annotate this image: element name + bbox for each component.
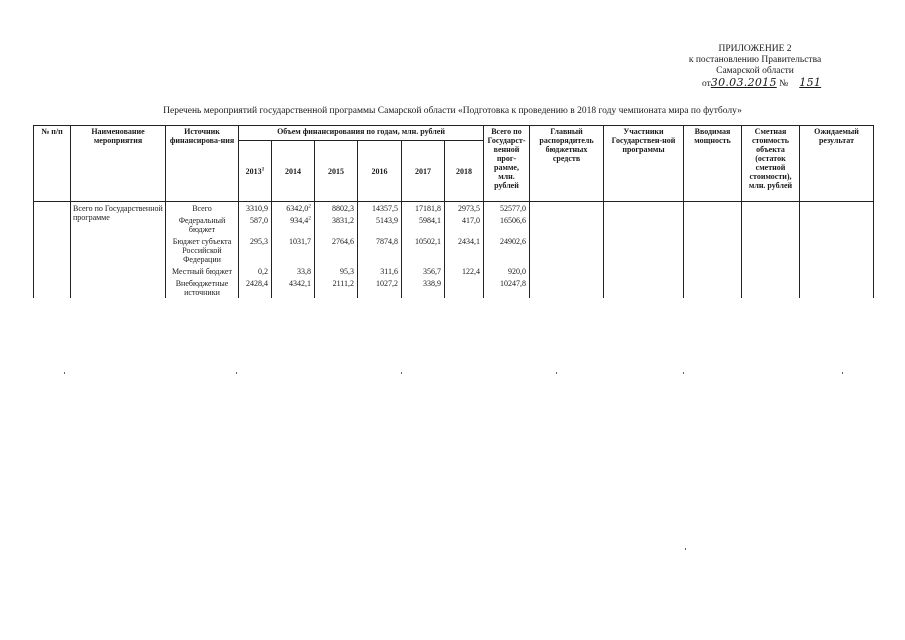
scan-speck	[401, 372, 402, 374]
cell-2018: 417,0	[445, 214, 484, 235]
cell-2013: 0,2	[239, 265, 272, 277]
cell-total: 920,0	[484, 265, 530, 277]
cell-source: Федеральный бюджет	[166, 214, 239, 235]
cell-2016: 1027,2	[358, 277, 402, 298]
cell-result	[800, 277, 874, 298]
cell-num	[34, 214, 71, 235]
cell-num	[34, 202, 71, 215]
year-2016: 2016	[358, 141, 402, 202]
cell-num	[34, 265, 71, 277]
appendix-block	[630, 44, 880, 90]
cell-2017: 10502,1	[402, 235, 445, 265]
handwritten-number: 151	[799, 76, 822, 89]
cell-num	[34, 277, 71, 298]
cell-participants	[604, 235, 684, 265]
cell-2018	[445, 277, 484, 298]
cell-capacity	[684, 202, 742, 215]
cell-result	[800, 235, 874, 265]
year-2017: 2017	[402, 141, 445, 202]
cell-2014: 934,4$^2$	[272, 214, 315, 235]
year-2013: 2013$^1$	[239, 141, 272, 202]
cell-participants	[604, 202, 684, 215]
scan-speck	[64, 372, 65, 374]
cell-2018: 2434,1	[445, 235, 484, 265]
cell-activity: Всего по Государственной программе	[71, 202, 166, 299]
cell-2014: 1031,7	[272, 235, 315, 265]
cell-participants	[604, 214, 684, 235]
cell-manager	[530, 277, 604, 298]
cell-cost	[742, 235, 800, 265]
header-result: Ожидаемый результат	[800, 126, 874, 202]
header-row	[34, 126, 874, 141]
header-participants: Участники Государствен-ной программы	[604, 126, 684, 202]
cell-2016: 5143,9	[358, 214, 402, 235]
header-source: Источник финансирова-ния	[166, 126, 239, 202]
cell-2013: 295,3	[239, 235, 272, 265]
cell-2017: 338,9	[402, 277, 445, 298]
cell-source: Бюджет субъекта Российской Федерации	[166, 235, 239, 265]
cell-2015: 2764,6	[315, 235, 358, 265]
cell-2013: 587,0	[239, 214, 272, 235]
number-prefix: №	[779, 79, 789, 89]
scan-speck	[685, 548, 686, 550]
cell-source: Местный бюджет	[166, 265, 239, 277]
appendix-title: ПРИЛОЖЕНИЕ 2	[718, 44, 792, 54]
cell-capacity	[684, 277, 742, 298]
cell-2014: 6342,0$^2$	[272, 202, 315, 215]
cell-manager	[530, 265, 604, 277]
cell-2017: 356,7	[402, 265, 445, 277]
date-prefix: от	[702, 79, 711, 89]
cell-2017: 17181,8	[402, 202, 445, 215]
cell-2013: 3310,9	[239, 202, 272, 215]
cell-2015: 8802,3	[315, 202, 358, 215]
cell-cost	[742, 277, 800, 298]
cell-cost	[742, 202, 800, 215]
cell-num	[34, 235, 71, 265]
cell-result	[800, 202, 874, 215]
scan-speck	[842, 372, 843, 374]
year-2015: 2015	[315, 141, 358, 202]
cell-2016: 311,6	[358, 265, 402, 277]
cell-manager	[530, 202, 604, 215]
cell-cost	[742, 265, 800, 277]
scan-speck	[683, 372, 684, 374]
cell-2015: 95,3	[315, 265, 358, 277]
cell-2013: 2428,4	[239, 277, 272, 298]
cell-2015: 2111,2	[315, 277, 358, 298]
scan-speck	[556, 372, 557, 374]
funding-table	[33, 125, 874, 298]
cell-2017: 5984,1	[402, 214, 445, 235]
cell-participants	[604, 277, 684, 298]
header-activity: Наименование мероприятия	[71, 126, 166, 202]
year-2018: 2018	[445, 141, 484, 202]
cell-manager	[530, 235, 604, 265]
appendix-line-2: Самарской области	[716, 66, 794, 76]
cell-2014: 4342,1	[272, 277, 315, 298]
cell-total: 16506,6	[484, 214, 530, 235]
cell-total: 24902,6	[484, 235, 530, 265]
appendix-date-line	[630, 77, 880, 90]
cell-2018: 122,4	[445, 265, 484, 277]
header-capacity: Вводимая мощность	[684, 126, 742, 202]
header-cost: Сметная стоимость объекта (остаток сметной стоимости), млн. рублей	[742, 126, 800, 202]
cell-2014: 33,8	[272, 265, 315, 277]
header-num: № п/п	[34, 126, 71, 202]
cell-result	[800, 265, 874, 277]
document-title: Перечень мероприятий государственной программы Самарской области «Подготовка к проведению в 2018 году чемпионата мира по футболу»	[163, 106, 742, 116]
header-total: Всего по Государст-венной прог-рамме, млн. рублей	[484, 126, 530, 202]
cell-result	[800, 214, 874, 235]
cell-source: Внебюджетные источники	[166, 277, 239, 298]
scan-speck	[236, 372, 237, 374]
cell-2016: 14357,5	[358, 202, 402, 215]
cell-total: 52577,0	[484, 202, 530, 215]
table-row	[34, 202, 874, 215]
cell-manager	[530, 214, 604, 235]
cell-total: 10247,8	[484, 277, 530, 298]
cell-2018: 2973,5	[445, 202, 484, 215]
cell-capacity	[684, 235, 742, 265]
cell-capacity	[684, 214, 742, 235]
cell-2015: 3831,2	[315, 214, 358, 235]
cell-capacity	[684, 265, 742, 277]
handwritten-date: 30.03.2015	[710, 76, 777, 89]
header-manager: Главный распорядитель бюджетных средств	[530, 126, 604, 202]
cell-participants	[604, 265, 684, 277]
year-2014: 2014	[272, 141, 315, 202]
cell-source: Всего	[166, 202, 239, 215]
cell-cost	[742, 214, 800, 235]
cell-2016: 7874,8	[358, 235, 402, 265]
header-funding-group: Объем финансирования по годам, млн. рублей	[239, 126, 484, 141]
appendix-line-1: к постановлению Правительства	[688, 55, 822, 65]
